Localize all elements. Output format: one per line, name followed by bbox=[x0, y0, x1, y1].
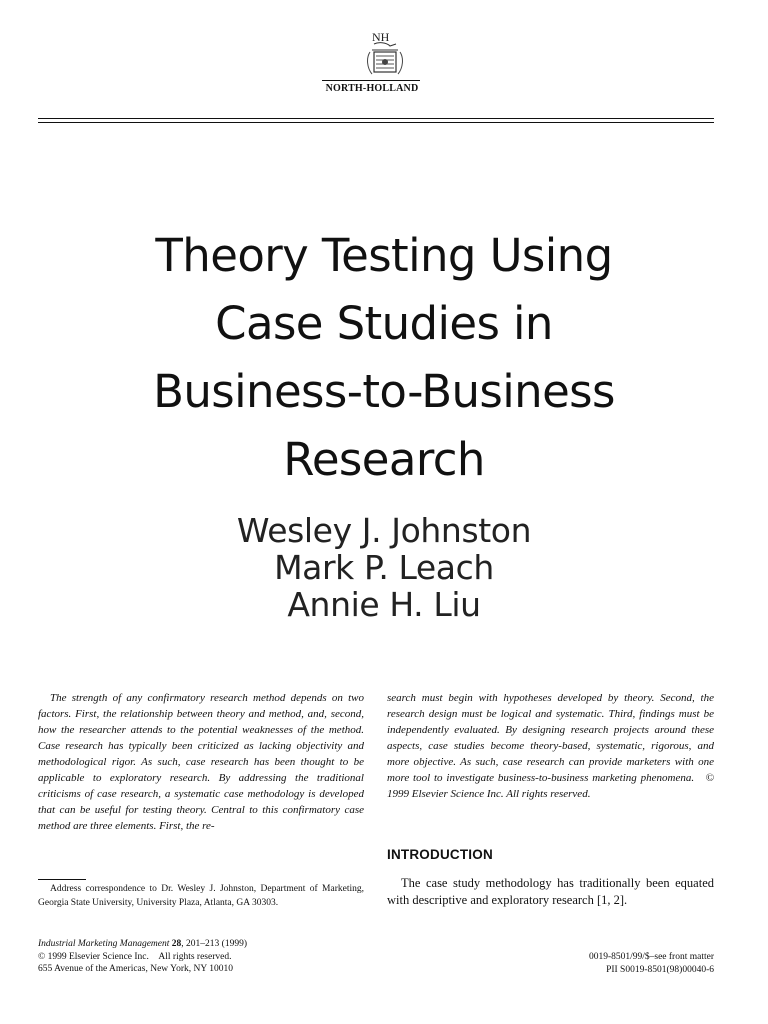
introduction-paragraph: The case study methodology has traditionally been equated with descriptive and exploratory research [1, 2]. bbox=[387, 876, 714, 907]
title-line: Business-to-Business bbox=[153, 365, 615, 418]
article-title bbox=[40, 222, 728, 494]
journal-name: Industrial Marketing Management bbox=[38, 939, 170, 949]
publisher-seal-icon bbox=[352, 28, 422, 80]
publisher-rule bbox=[322, 80, 420, 81]
author-name: Wesley J. Johnston bbox=[236, 511, 532, 550]
issn-line: 0019-8501/99/$–see front matter bbox=[588, 952, 714, 962]
title-line: Case Studies in bbox=[215, 297, 553, 350]
journal-line bbox=[38, 938, 358, 951]
section-heading: INTRODUCTION bbox=[387, 847, 493, 862]
publisher-address: 655 Avenue of the Americas, New York, NY 10010 bbox=[38, 964, 233, 974]
pii-line: PII S0019-8501(98)00040-6 bbox=[606, 964, 714, 975]
author-name: Mark P. Leach bbox=[274, 548, 494, 587]
abstract-right-column: search must begin with hypotheses developed by theory. Second, the research design must be logical and systematic. Third, findings must be independently evaluated. By designing research projects around these aspects, case studies become theory-based, systematic, rigorous, and more objective. As such, case research can provide marketers with one more tool to investigate business-to-business marketing phenomena. © 1999 Elsevier Science Inc. All rights reserved. bbox=[387, 692, 714, 800]
logo-letters: NH bbox=[372, 30, 390, 44]
title-line: Research bbox=[283, 433, 485, 486]
footnote-rule bbox=[38, 879, 86, 880]
journal-pages: , 201–213 (1999) bbox=[181, 939, 247, 949]
header-double-rule bbox=[38, 118, 714, 123]
author-list bbox=[40, 512, 728, 623]
copyright-line: © 1999 Elsevier Science Inc. All rights reserved. bbox=[38, 951, 232, 962]
author-name: Annie H. Liu bbox=[287, 585, 481, 624]
journal-volume: 28 bbox=[171, 939, 182, 949]
abstract-left-column: The strength of any confirmatory research method depends on two factors. First, the relationship between theory and method, and, second, how the researcher attends to the potential weaknesses of the method. Case research has typically been criticized as lacking objectivity and methodological rigor. As such, case research has been thought to be applicable to exploratory research. By addressing the traditional criticisms of case research, a systematic case methodology is developed that can be useful for testing theory. Central to this confirmatory case method are three elements. First, the re- bbox=[38, 692, 364, 832]
publisher-name: NORTH-HOLLAND bbox=[325, 83, 419, 94]
publisher-logo bbox=[352, 28, 422, 80]
article-identifiers bbox=[454, 951, 714, 976]
title-line: Theory Testing Using bbox=[155, 229, 613, 282]
correspondence-footnote: Address correspondence to Dr. Wesley J. Johnston, Department of Marketing, Georgia State University, University Plaza, Atlanta, GA 30303. bbox=[38, 884, 364, 908]
journal-citation bbox=[38, 938, 358, 976]
